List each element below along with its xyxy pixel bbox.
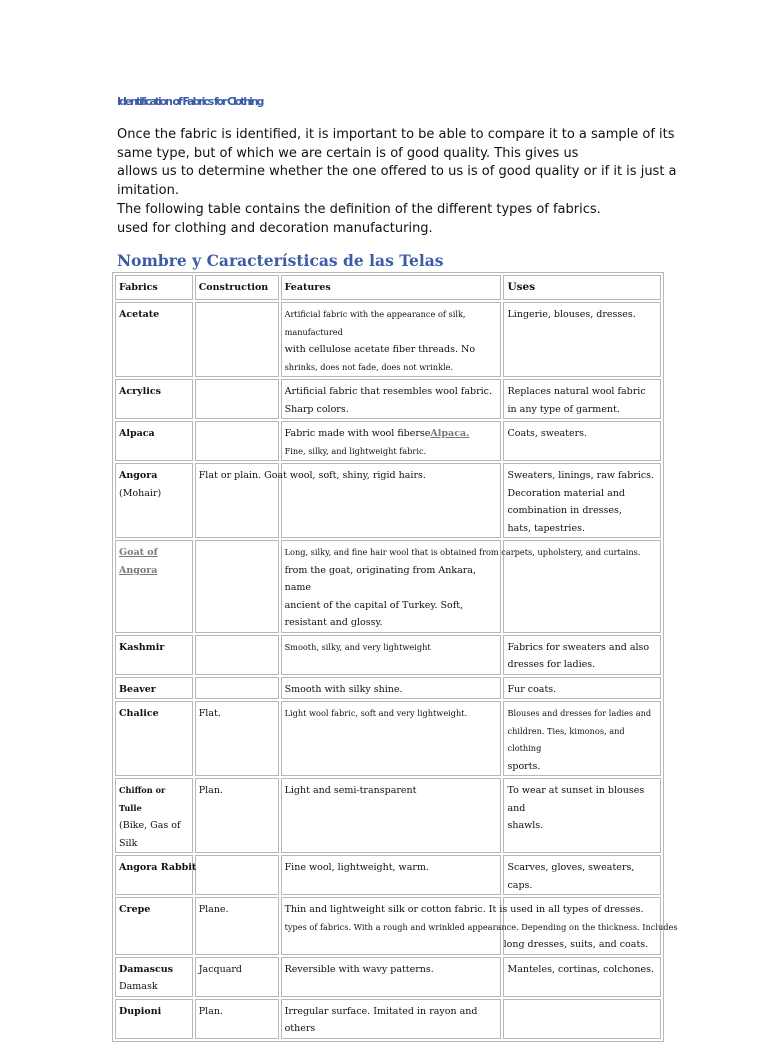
intro-line: allows us to determine whether the one offered to us is of good quality or if it is just a [117,164,677,180]
fabric-features: Fabric made with wool fiberseAlpaca. Fine, silky, and lightweight fabric. [281,421,502,461]
fabric-construction: Plane. [195,897,279,955]
fabric-construction [195,677,279,700]
fabric-uses: Sweaters, linings, raw fabrics. Decoration material and combination in dresses, hats, tapestries. [503,463,661,538]
fabric-name: Acetate [115,302,193,377]
table-row [115,855,661,895]
intro-line: used for clothing and decoration manufacturing. [117,220,433,236]
table-header-row [115,275,661,300]
header-construction: Construction [195,275,279,300]
fabric-name: Dupioni [115,999,193,1039]
table-row [115,701,661,776]
intro-line: imitation. [117,183,179,199]
table-row [115,379,661,419]
fabric-construction [195,855,279,895]
fabric-construction [195,379,279,419]
table-row [115,897,661,955]
goat-of-angora-link[interactable]: Goat of [119,547,158,558]
fabric-features: Long, silky, and fine hair wool that is obtained from carpets, upholstery, and curtains. from the goat, originating from Ankara, name ancient of the capital of Turkey. Soft, resistant and glossy. [281,540,502,633]
fabric-construction [195,540,279,633]
fabric-uses: Coats, sweaters. [503,421,661,461]
fabrics-table [112,272,678,1042]
fabric-construction [195,302,279,377]
intro-line: The following table contains the definition of the different types of fabrics. [117,201,601,217]
fabric-name: Alpaca [115,421,193,461]
fabric-features: Thin and lightweight silk or cotton fabric. It is used in all types of dresses. types of fabrics. With a rough and wrinkled appearance. Depending on the thickness. Includes long dresses, suits, and coats. [281,897,502,955]
fabric-name: Crepe [115,897,193,955]
fabric-construction: Jacquard [195,957,279,997]
fabric-uses: Manteles, cortinas, colchones. [503,957,661,997]
header-uses: Uses [503,275,661,300]
fabric-features: Light wool fabric, soft and very lightweight. [281,701,502,776]
header-fabrics: Fabrics [115,275,193,300]
fabric-features: Smooth with silky shine. [281,677,502,700]
document-title: Identification of Fabrics for Clothing [117,95,263,108]
intro-line: same type, but of which we are certain is of good quality. This gives us [117,145,579,161]
fabric-construction: Plan. [195,999,279,1039]
fabric-name: Acrylics [115,379,193,419]
fabric-features: Reversible with wavy patterns. [281,957,502,997]
alpaca-link[interactable]: Alpaca. [430,428,470,439]
fabric-name: Angora (Mohair) [115,463,193,538]
fabric-uses: Fur coats. [503,677,661,700]
fabric-uses [503,999,661,1039]
intro-line: Once the fabric is identified, it is important to be able to compare it to a sample of its [117,127,675,142]
fabric-name: Chalice [115,701,193,776]
header-features: Features [281,275,502,300]
table-row [115,302,661,377]
fabric-features: Fine wool, lightweight, warm. [281,855,502,895]
fabric-construction [195,635,279,675]
fabric-uses: Blouses and dresses for ladies and children. Ties, kimonos, and clothing sports. [503,701,661,776]
fabric-name: Beaver [115,677,193,700]
fabric-name [115,540,193,633]
fabric-features: Smooth, silky, and very lightweight [281,635,502,675]
fabric-uses: Scarves, gloves, sweaters, caps. [503,855,661,895]
fabric-uses: Lingerie, blouses, dresses. [503,302,661,377]
table-row [115,999,661,1039]
table-row [115,635,661,675]
table-row [115,421,661,461]
fabric-uses: Fabrics for sweaters and also dresses for ladies. [503,635,661,675]
fabric-uses: To wear at sunset in blouses and shawls. [503,778,661,853]
table-row [115,677,661,700]
table-row [115,540,661,633]
intro-paragraph [117,126,677,238]
fabric-construction: Flat or plain. Goat wool, soft, shiny, rigid hairs. [195,463,279,538]
fabric-features: Irregular surface. Imitated in rayon and others [281,999,502,1039]
fabric-construction: Plan. [195,778,279,853]
fabric-construction [195,421,279,461]
fabric-name: Angora Rabbit [115,855,193,895]
table-row [115,957,661,997]
fabric-name: Damascus Damask [115,957,193,997]
fabric-uses: Replaces natural wool fabric in any type of garment. [503,379,661,419]
fabric-features: Artificial fabric that resembles wool fabric. Sharp colors. [281,379,502,419]
fabric-name: Chiffon or Tulle (Bike, Gas of Silk [115,778,193,853]
fabric-name: Kashmir [115,635,193,675]
goat-of-angora-link[interactable]: Angora [119,564,158,576]
table-row [115,778,661,853]
fabric-features: Artificial fabric with the appearance of silk, manufactured with cellulose acetate fiber threads. No shrinks, does not fade, does not wrinkle. [281,302,502,377]
table-row [115,463,661,538]
section-heading: Nombre y Características de las Telas [117,251,444,270]
fabric-construction: Flat. [195,701,279,776]
fabric-features: Light and semi-transparent [281,778,502,853]
